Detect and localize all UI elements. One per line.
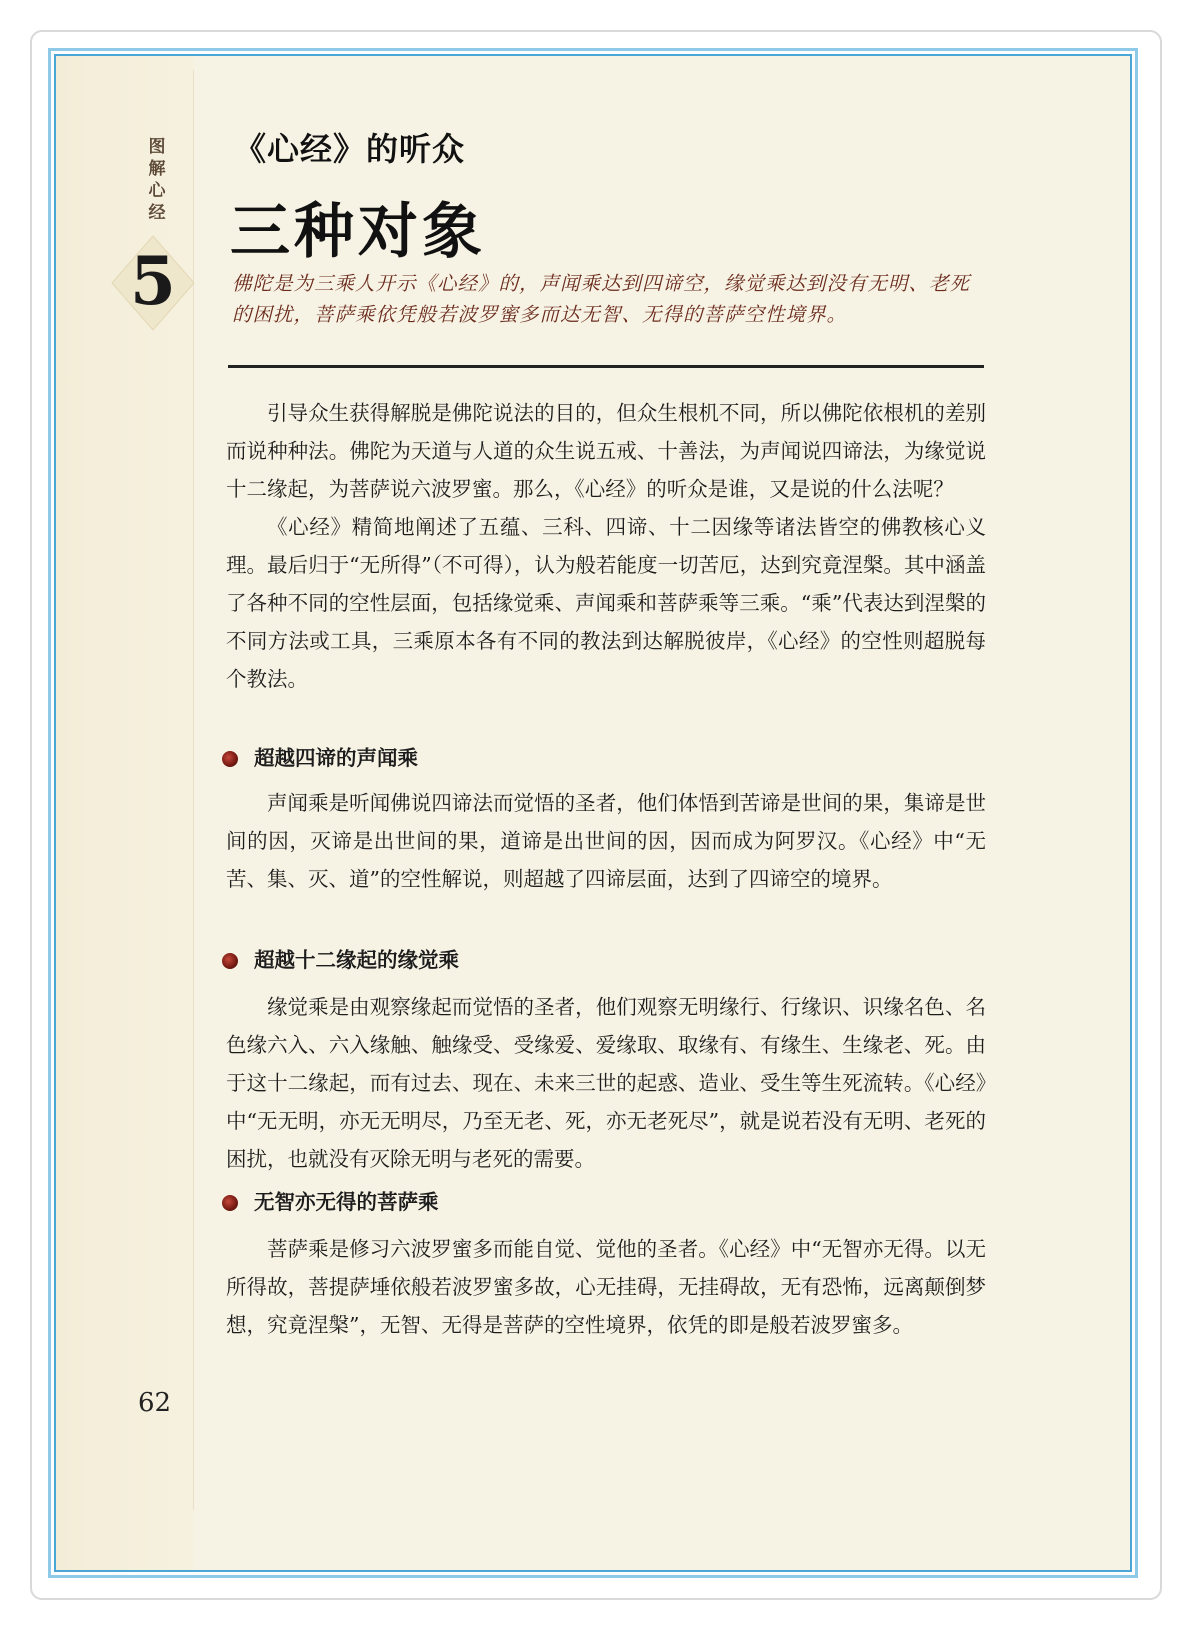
section-heading-sravaka — [222, 742, 418, 774]
section-body-bodhisattva — [226, 1230, 986, 1344]
page-title: 三种对象 — [230, 197, 486, 267]
section-body-pratyekabuddha — [226, 988, 986, 1178]
page-number: 62 — [138, 1388, 172, 1418]
bullet-icon — [222, 751, 238, 767]
intro-text — [226, 394, 986, 698]
section-heading-label: 无智亦无得的菩萨乘 — [254, 1190, 439, 1214]
section-paragraph: 声闻乘是听闻佛说四谛法而觉悟的圣者，他们体悟到苦谛是世间的果，集谛是世间的因，灭谛是出世间的果，道谛是出世间的因，因而成为阿罗汉。《心经》中“无苦、集、灭、道”的空性解说，则超越了四谛层面，达到了四谛空的境界。 — [226, 791, 986, 891]
section-subtitle: 《心经》的听众 — [234, 130, 466, 168]
chapter-number: 5 — [130, 242, 176, 320]
section-heading-label: 超越四谛的声闻乘 — [254, 746, 418, 770]
bullet-icon — [222, 1195, 238, 1211]
section-body-sravaka — [226, 784, 986, 898]
intro-paragraph-2: 《心经》精简地阐述了五蕴、三科、四谛、十二因缘等诸法皆空的佛教核心义理。最后归于“无所得”（不可得），认为般若能度一切苦厄，达到究竟涅槃。其中涵盖了各种不同的空性层面，包括缘觉乘、声闻乘和菩萨乘等三乘。“乘”代表达到涅槃的不同方法或工具，三乘原本各有不同的教法到达解脱彼岸，《心经》的空性则超脱每个教法。 — [226, 515, 986, 691]
section-heading-bodhisattva — [222, 1186, 439, 1218]
bullet-icon — [222, 953, 238, 969]
section-paragraph: 菩萨乘是修习六波罗蜜多而能自觉、觉他的圣者。《心经》中“无智亦无得。以无所得故，菩提萨埵依般若波罗蜜多故，心无挂碍，无挂碍故，无有恐怖，远离颠倒梦想，究竟涅槃”，无智、无得是菩萨的空性境界，依凭的即是般若波罗蜜多。 — [226, 1237, 986, 1337]
book-running-title: 图解心经 — [148, 137, 166, 223]
title-divider — [228, 365, 984, 368]
section-heading-label: 超越十二缘起的缘觉乘 — [254, 948, 459, 972]
section-paragraph: 缘觉乘是由观察缘起而觉悟的圣者，他们观察无明缘行、行缘识、识缘名色、名色缘六入、六入缘触、触缘受、受缘爱、爱缘取、取缘有、有缘生、生缘老、死。由于这十二缘起，而有过去、现在、未来三世的起惑、造业、受生等生死流转。《心经》中“无无明，亦无无明尽，乃至无老、死，亦无老死尽”，就是说若没有无明、老死的困扰，也就没有灭除无明与老死的需要。 — [226, 995, 986, 1171]
section-heading-pratyekabuddha — [222, 944, 459, 976]
chapter-summary: 佛陀是为三乘人开示《心经》的，声闻乘达到四谛空，缘觉乘达到没有无明、老死的困扰，菩萨乘依凭般若波罗蜜多而达无智、无得的菩萨空性境界。 — [232, 272, 971, 326]
intro-paragraph-1: 引导众生获得解脱是佛陀说法的目的，但众生根机不同，所以佛陀依根机的差别而说种种法。佛陀为天道与人道的众生说五戒、十善法，为声闻说四谛法，为缘觉说十二缘起，为菩萨说六波罗蜜。那么，《心经》的听众是谁，又是说的什么法呢？ — [226, 401, 986, 501]
